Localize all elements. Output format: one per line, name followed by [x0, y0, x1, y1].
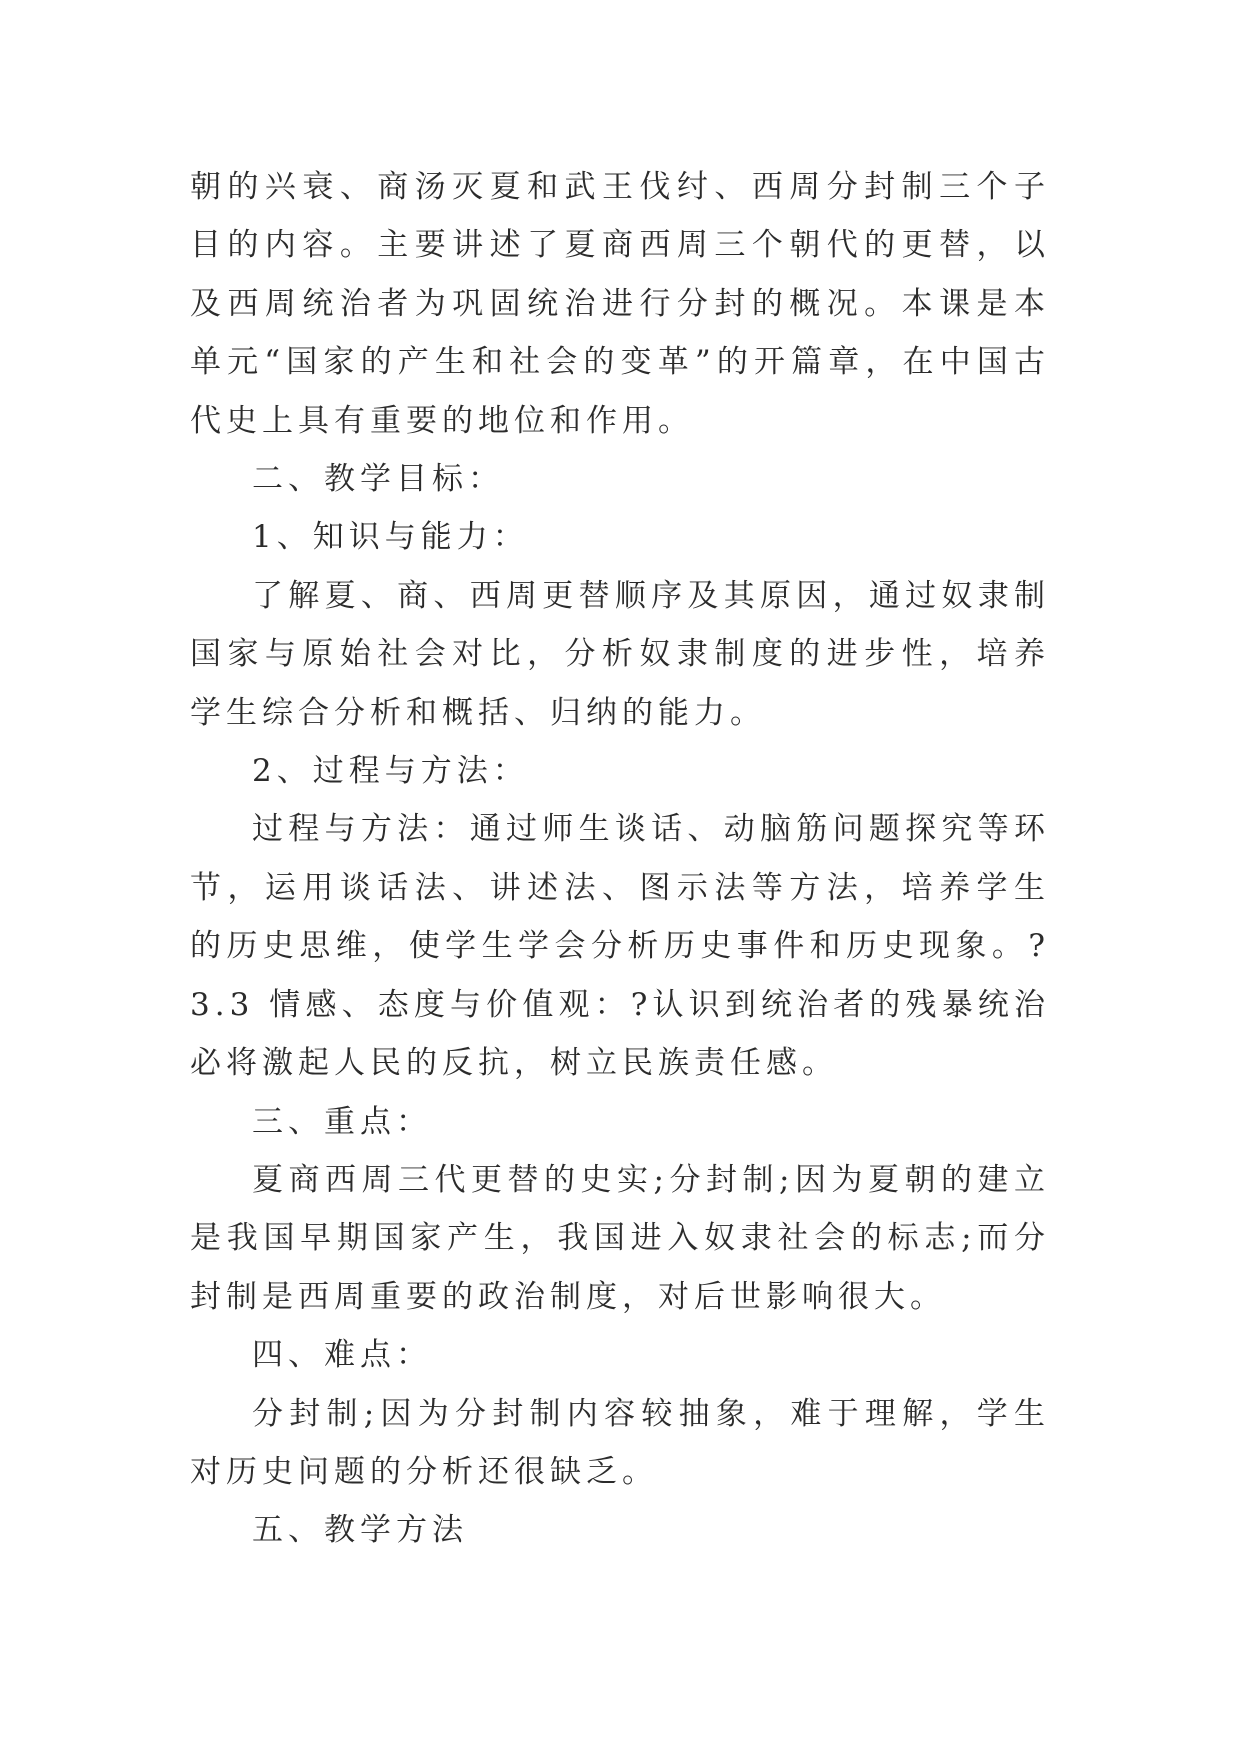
- heading-teaching-methods: 五、教学方法: [252, 1512, 468, 1549]
- document-body: [190, 158, 1050, 1560]
- heading-key-points: 三、重点：: [252, 1103, 432, 1140]
- paragraph-key-points: 夏商西周三代更替的史实;分封制;因为夏朝的建立是我国早期国家产生，我国进入奴隶社会的标志;而分封制是西周重要的政治制度，对后世影响很大。: [190, 1161, 1050, 1315]
- paragraph-knowledge-ability: 了解夏、商、西周更替顺序及其原因，通过奴隶制国家与原始社会对比，分析奴隶制度的进步性，培养学生综合分析和概括、归纳的能力。: [190, 577, 1050, 731]
- paragraph-difficulties: 分封制;因为分封制内容较抽象，难于理解，学生对历史问题的分析还很缺乏。: [190, 1395, 1050, 1490]
- paragraph-process-method: 过程与方法：通过师生谈话、动脑筋问题探究等环节，运用谈话法、讲述法、图示法等方法，培养学生的历史思维，使学生学会分析历史事件和历史现象。?3.3 情感、态度与价值观：?认识到统治者的残暴统治必将激起人民的反抗，树立民族责任感。: [190, 811, 1050, 1082]
- paragraph-lesson-overview: 朝的兴衰、商汤灭夏和武王伐纣、西周分封制三个子目的内容。主要讲述了夏商西周三个朝代的更替，以及西周统治者为巩固统治进行分封的概况。本课是本单元“国家的产生和社会的变革”的开篇章，在中国古代史上具有重要的地位和作用。: [190, 169, 1050, 439]
- heading-teaching-objectives: 二、教学目标：: [252, 461, 504, 498]
- heading-process-method: 2、过程与方法：: [252, 753, 529, 790]
- heading-knowledge-ability: 1、知识与能力：: [252, 519, 529, 556]
- heading-difficulties: 四、难点：: [252, 1337, 432, 1374]
